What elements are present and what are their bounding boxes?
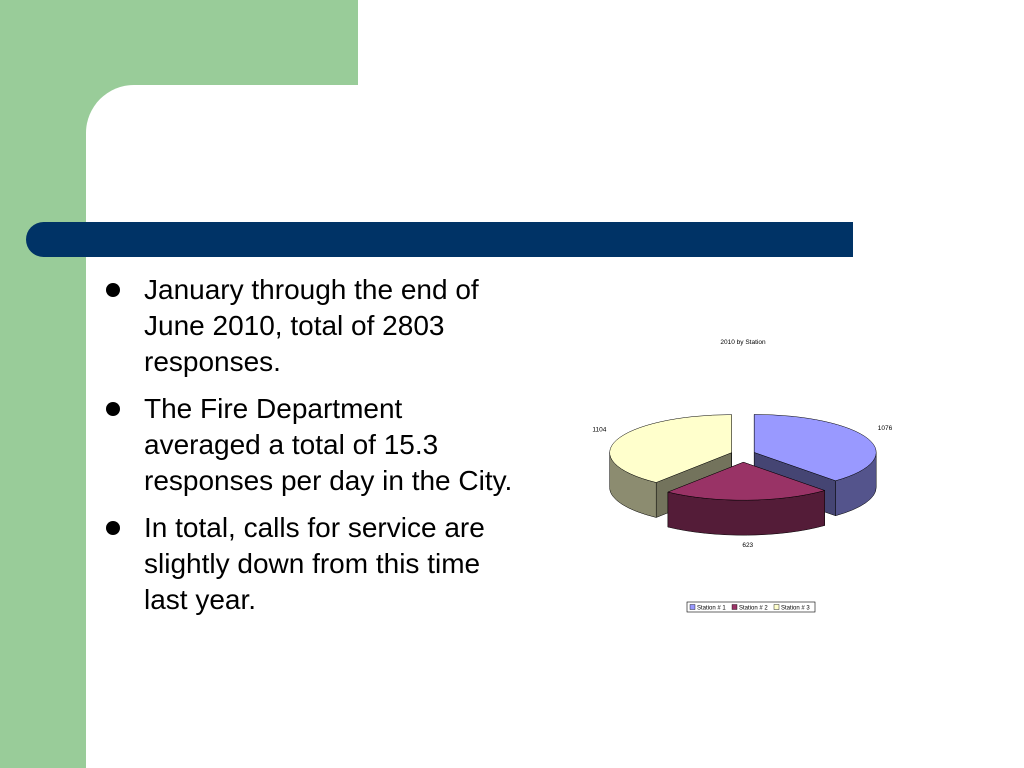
legend-label: Station # 2 (739, 605, 768, 612)
chart-title: 2010 by Station (720, 339, 766, 346)
bullet-text: The Fire Department averaged a total of 15.3 responses per day in the City. (144, 393, 513, 496)
bullet-text: In total, calls for service are slightly down from this time last year. (144, 512, 485, 615)
data-label: 1076 (877, 425, 893, 433)
legend-swatch-icon (732, 605, 737, 610)
legend-label: Station # 3 (781, 605, 810, 612)
data-label: 623 (742, 542, 754, 550)
bullet-dot-icon (106, 283, 120, 297)
title-bar (26, 222, 853, 257)
bullet-dot-icon (106, 402, 120, 416)
bullet-item (104, 391, 514, 499)
legend-label: Station # 1 (697, 605, 726, 612)
legend-swatch-icon (774, 605, 779, 610)
bullet-text: January through the end of June 2010, total of 2803 responses. (144, 274, 479, 377)
data-label: 1104 (592, 426, 607, 434)
bullet-list (104, 272, 514, 629)
legend-swatch-icon (690, 605, 695, 610)
chart-legend (687, 602, 815, 612)
bullet-dot-icon (106, 521, 120, 535)
pie-slices (610, 414, 877, 535)
bullet-item (104, 510, 514, 618)
pie-chart (568, 330, 928, 630)
bullet-item (104, 272, 514, 380)
